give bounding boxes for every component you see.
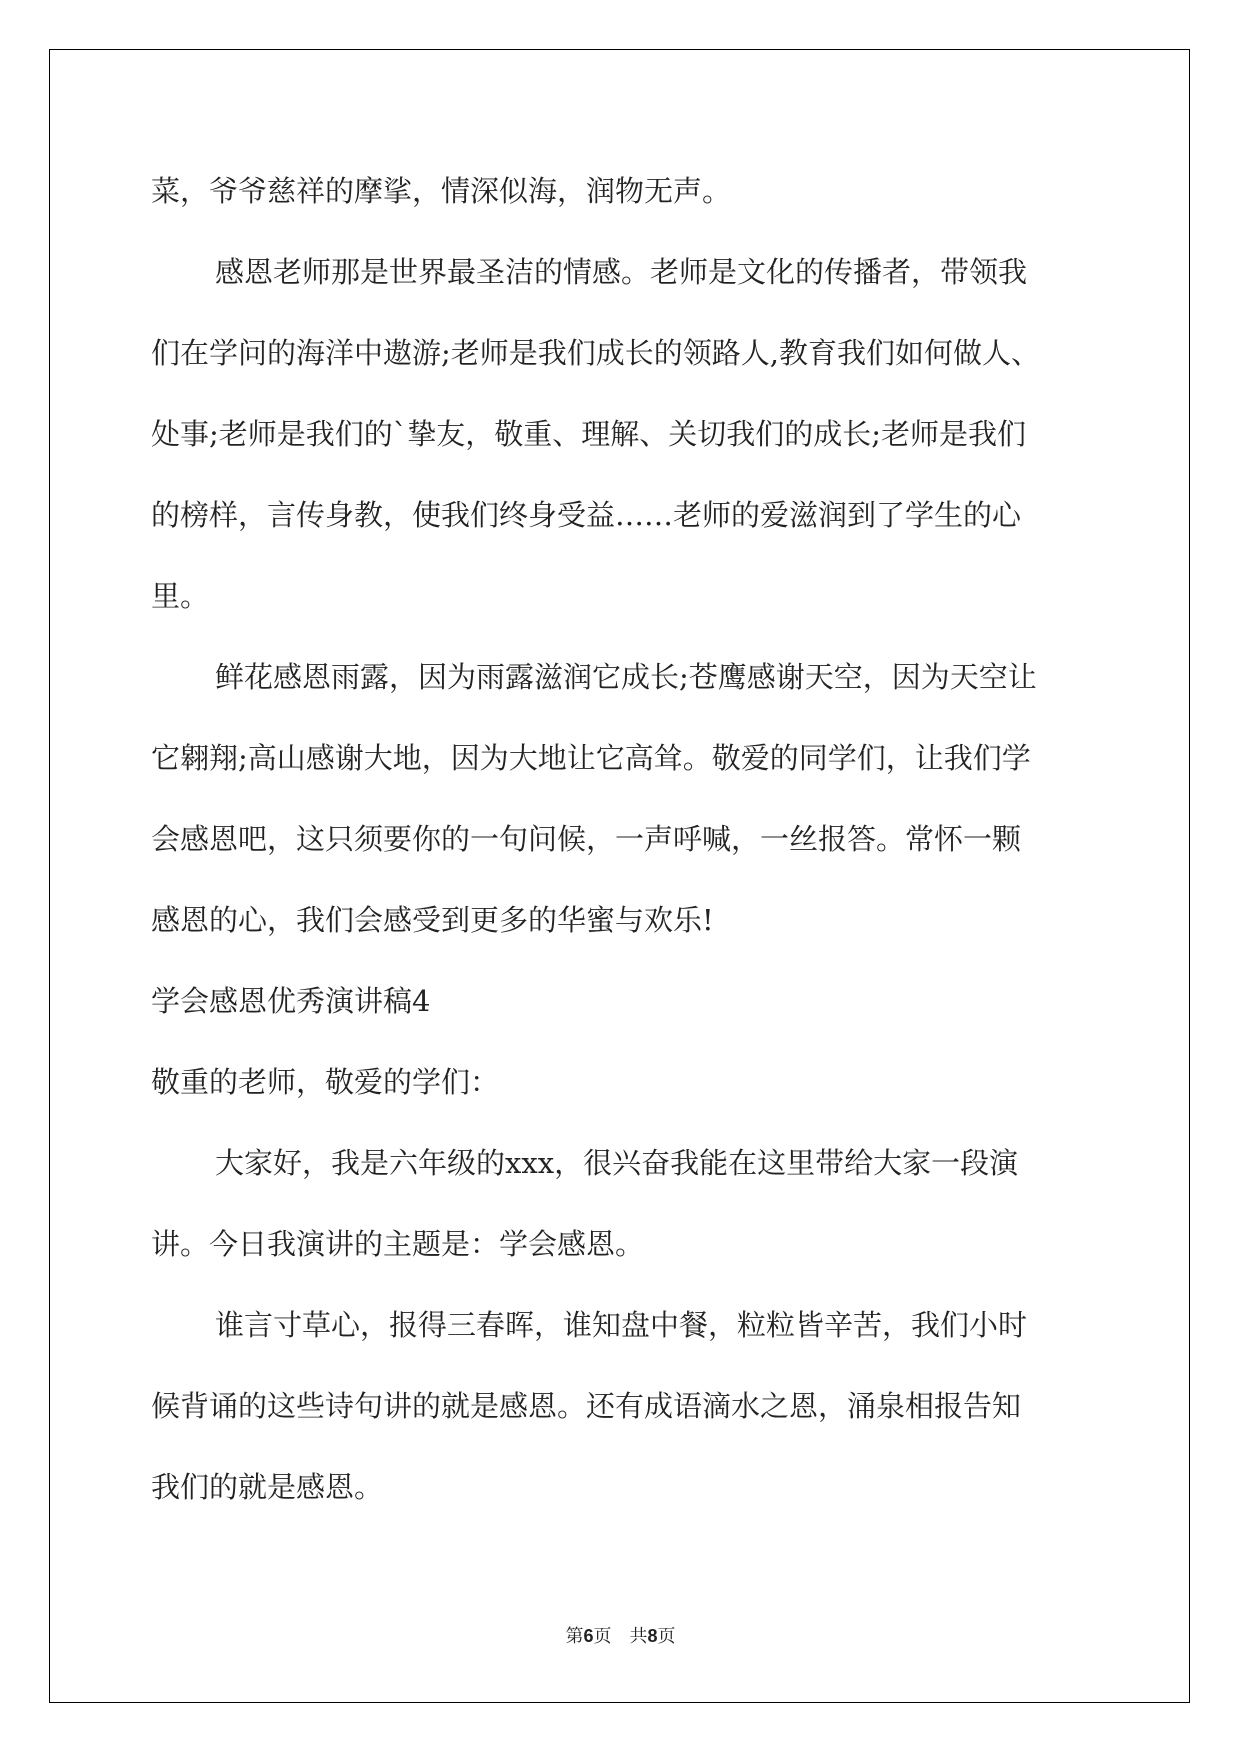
current-page-number: 6	[583, 1626, 594, 1646]
section-heading: 学会感恩优秀演讲稿4	[151, 984, 431, 1018]
text-line: 我们的就是感恩。	[151, 1470, 384, 1504]
text-line: 处事;老师是我们的`挚友，敬重、理解、关切我们的成长;老师是我们	[151, 417, 1027, 451]
text-line: 讲。今日我演讲的主题是：学会感恩。	[151, 1227, 645, 1261]
text-line: 大家好，我是六年级的xxx，很兴奋我能在这里带给大家一段演	[215, 1146, 1019, 1180]
footer-suffix: 页	[657, 1626, 676, 1647]
text-line: 谁言寸草心，报得三春晖，谁知盘中餐，粒粒皆辛苦，我们小时	[215, 1308, 1028, 1342]
text-line: 们在学问的海洋中遨游;老师是我们成长的领路人,教育我们如何做人、	[151, 336, 1040, 370]
page-footer	[0, 1622, 1241, 1648]
footer-prefix: 第	[565, 1626, 584, 1647]
page-border	[49, 49, 1190, 1703]
text-line: 鲜花感恩雨露，因为雨露滋润它成长;苍鹰感谢天空，因为天空让	[215, 660, 1037, 694]
text-line: 候背诵的这些诗句讲的就是感恩。还有成语滴水之恩，涌泉相报告知	[151, 1389, 1022, 1423]
salutation: 敬重的老师，敬爱的学们：	[151, 1065, 500, 1099]
text-line: 它翱翔;高山感谢大地，因为大地让它高耸。敬爱的同学们，让我们学	[151, 741, 1031, 775]
text-line: 的榜样，言传身教，使我们终身受益……老师的爱滋润到了学生的心	[151, 498, 1022, 532]
text-line: 感恩的心，我们会感受到更多的华蜜与欢乐!	[151, 903, 714, 937]
footer-mid: 页 共	[593, 1626, 648, 1647]
total-page-number: 8	[647, 1626, 658, 1646]
text-line: 感恩老师那是世界最圣洁的情感。老师是文化的传播者，带领我	[215, 255, 1028, 289]
text-line: 里。	[151, 579, 210, 613]
text-line: 会感恩吧，这只须要你的一句问候，一声呼喊，一丝报答。常怀一颗	[151, 822, 1022, 856]
text-line: 菜，爷爷慈祥的摩挲，情深似海，润物无声。	[151, 174, 732, 208]
